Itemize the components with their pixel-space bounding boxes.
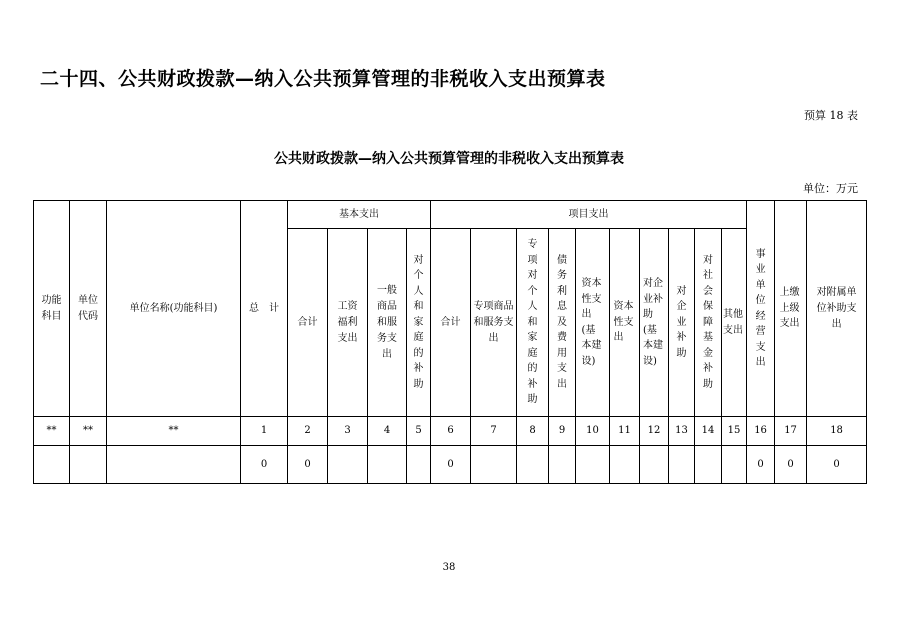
header-enterprise-subsidy: 对企业补助 — [669, 229, 695, 417]
table-cell — [722, 446, 747, 484]
header-unit-code: 单位代码 — [70, 201, 107, 417]
unit-label: 单位：万元 — [803, 182, 858, 195]
table-cell: 5 — [407, 417, 431, 446]
header-special-goods: 专项商品和服务支出 — [471, 229, 517, 417]
table-row — [34, 446, 867, 484]
table-cell — [576, 446, 610, 484]
table-cell: 0 — [747, 446, 775, 484]
table-cell: 1 — [241, 417, 288, 446]
table-cell: 8 — [517, 417, 549, 446]
header-social-security: 对社会保障基金补助 — [695, 229, 722, 417]
header-capital: 资本性支出 — [610, 229, 640, 417]
header-unit-name: 单位名称(功能科目) — [107, 201, 241, 417]
table-cell — [328, 446, 368, 484]
table-cell: 6 — [431, 417, 471, 446]
table-cell: 0 — [288, 446, 328, 484]
table-cell: 11 — [610, 417, 640, 446]
table-cell — [549, 446, 576, 484]
budget-table — [33, 200, 867, 484]
table-cell — [471, 446, 517, 484]
table-cell: 18 — [807, 417, 867, 446]
header-goods-services: 一般商品和服务支出 — [368, 229, 407, 417]
table-cell: 0 — [431, 446, 471, 484]
table-cell — [640, 446, 669, 484]
table-cell — [107, 446, 241, 484]
header-special-individual: 专项对个人和家庭的补助 — [517, 229, 549, 417]
table-cell: ** — [34, 417, 70, 446]
group-project-expenditure: 项目支出 — [431, 201, 747, 229]
table-cell: 0 — [807, 446, 867, 484]
table-cell — [34, 446, 70, 484]
group-basic-expenditure: 基本支出 — [288, 201, 431, 229]
index-row — [34, 417, 867, 446]
header-total: 总 计 — [241, 201, 288, 417]
page-title: 二十四、公共财政拨款—纳入公共预算管理的非税收入支出预算表 — [40, 68, 606, 90]
table-cell: 17 — [775, 417, 807, 446]
page-number: 38 — [442, 562, 456, 573]
table-cell: 0 — [241, 446, 288, 484]
header-subsidiary-subsidy: 对附属单位补助支出 — [807, 201, 867, 417]
table-title: 公共财政拨款—纳入公共预算管理的非税收入支出预算表 — [274, 151, 624, 167]
table-cell: 14 — [695, 417, 722, 446]
table-cell: ** — [70, 417, 107, 446]
header-individual-subsidy: 对个人和家庭的补助 — [407, 229, 431, 417]
header-remit-upper: 上缴上级支出 — [775, 201, 807, 417]
table-cell: 2 — [288, 417, 328, 446]
table-cell — [695, 446, 722, 484]
table-cell: 15 — [722, 417, 747, 446]
header-other: 其他支出 — [722, 229, 747, 417]
header-project-subtotal: 合计 — [431, 229, 471, 417]
table-cell — [610, 446, 640, 484]
header-business-operation: 事业单位经营支出 — [747, 201, 775, 417]
table-cell: 4 — [368, 417, 407, 446]
table-cell: 3 — [328, 417, 368, 446]
header-wage-welfare: 工资福利支出 — [328, 229, 368, 417]
header-function-subject: 功能科目 — [34, 201, 70, 417]
table-cell: 13 — [669, 417, 695, 446]
header-debt-interest: 债务利息及费用支出 — [549, 229, 576, 417]
table-cell — [669, 446, 695, 484]
table-cell: 12 — [640, 417, 669, 446]
table-cell: 7 — [471, 417, 517, 446]
header-basic-subtotal: 合计 — [288, 229, 328, 417]
table-cell: 9 — [549, 417, 576, 446]
table-cell — [70, 446, 107, 484]
table-cell: ** — [107, 417, 241, 446]
table-cell: 0 — [775, 446, 807, 484]
table-cell: 16 — [747, 417, 775, 446]
table-cell — [407, 446, 431, 484]
table-cell: 10 — [576, 417, 610, 446]
table-cell — [517, 446, 549, 484]
header-capital-construction: 资本性支出(基本建设) — [576, 229, 610, 417]
header-enterprise-construction: 对企业补助(基本建设) — [640, 229, 669, 417]
table-number: 预算 18 表 — [804, 109, 858, 122]
table-cell — [368, 446, 407, 484]
